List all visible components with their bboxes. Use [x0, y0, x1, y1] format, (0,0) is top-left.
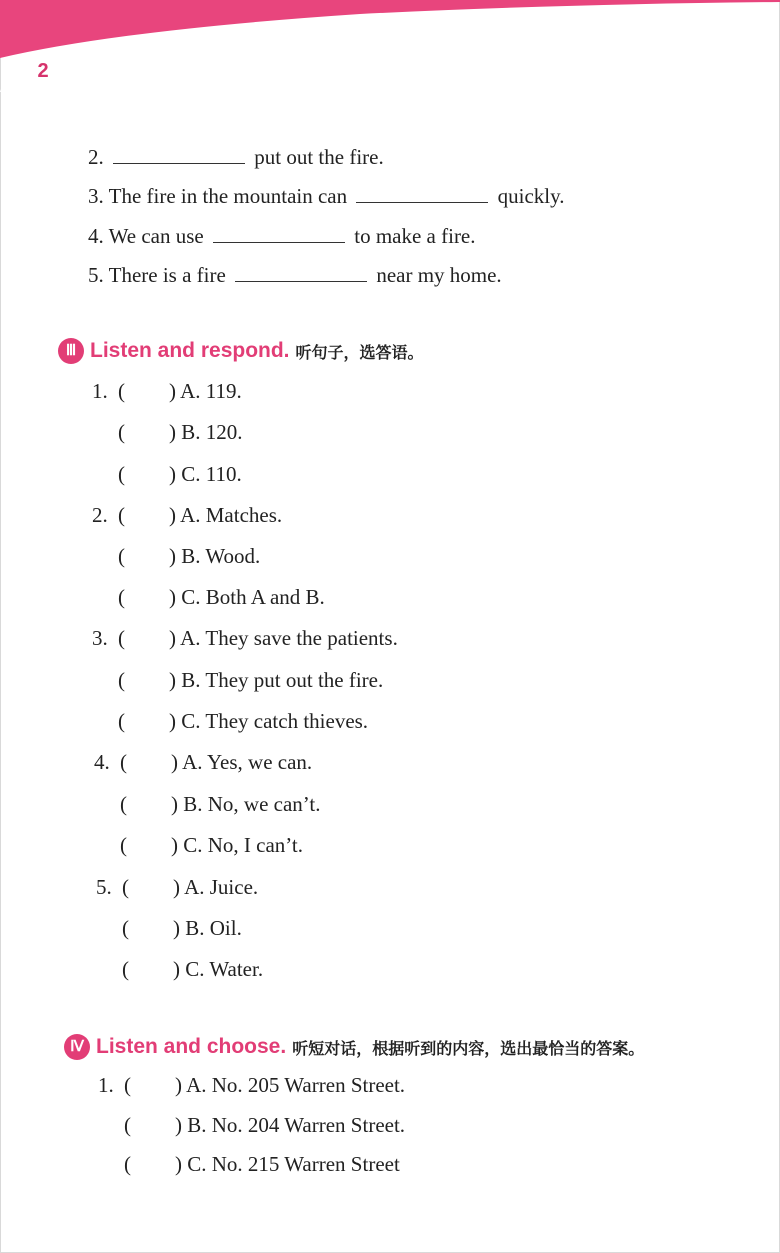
option-text: C. No, I can’t.: [183, 833, 304, 857]
q3-option-a: 3. ( ) A. They save the patients.: [92, 626, 398, 650]
option-text: A. Matches.: [180, 503, 283, 527]
question-number: 1.: [92, 379, 108, 403]
q1-option-a: 1. ( ) A. 119.: [92, 379, 242, 403]
question-number: 3.: [92, 626, 108, 650]
option-text: B. They put out the fire.: [181, 668, 384, 692]
option-text: B. Oil.: [185, 916, 242, 940]
answer-blank[interactable]: [213, 224, 345, 243]
answer-blank[interactable]: [356, 184, 488, 203]
q2-option-c: ( ) C. Both A and B.: [118, 585, 325, 609]
section-title-en: Listen and choose.: [96, 1035, 287, 1058]
page-header: [0, 0, 780, 92]
section-4-heading: [64, 1034, 644, 1060]
item-text-after: quickly.: [497, 184, 565, 208]
q1-option-b: ( ) B. 120.: [118, 420, 243, 444]
q5-option-a: 5. ( ) A. Juice.: [96, 875, 259, 899]
option-text: C. No. 215 Warren Street: [187, 1152, 400, 1176]
item-number: 4.: [88, 224, 104, 248]
option-text: A. Yes, we can.: [182, 750, 313, 774]
item-number: 5.: [88, 263, 104, 287]
question-number: 5.: [96, 875, 112, 899]
q2-option-b: ( ) B. Wood.: [118, 544, 261, 568]
option-text: C. Both A and B.: [181, 585, 325, 609]
q3-option-b: ( ) B. They put out the fire.: [118, 668, 384, 692]
item-number: 3.: [88, 184, 104, 208]
book-title: 小学英语进阶听力（五年级）: [84, 29, 313, 65]
section-title-zh: 听短对话，根据听到的内容，选出最恰当的答案。: [292, 1038, 645, 1058]
page-number: 2: [37, 60, 49, 82]
option-text: B. 120.: [181, 420, 243, 444]
item-text-after: near my home.: [376, 263, 502, 287]
q1-option-c: ( ) C. 110.: [118, 462, 242, 486]
q3-option-c: ( ) C. They catch thieves.: [118, 709, 369, 733]
q4-option-c: ( ) C. No, I can’t.: [120, 833, 304, 857]
answer-blank[interactable]: [113, 145, 245, 164]
section-numeral-badge: Ⅳ: [64, 1034, 90, 1060]
option-text: A. Juice.: [184, 875, 259, 899]
blank-item-4: [88, 224, 476, 249]
option-text: B. No, we can’t.: [183, 792, 321, 816]
item-text-after: to make a fire.: [354, 224, 476, 248]
s4-q1-option-a: 1. ( ) A. No. 205 Warren Street.: [98, 1073, 406, 1097]
question-number: 4.: [94, 750, 110, 774]
q4-option-b: ( ) B. No, we can’t.: [120, 792, 321, 816]
section-title-en: Listen and respond.: [90, 339, 290, 362]
answer-blank[interactable]: [235, 263, 367, 282]
item-text-before: The fire in the mountain can: [108, 184, 348, 208]
item-number: 2.: [88, 145, 104, 169]
item-text-after: put out the fire.: [254, 145, 384, 169]
option-text: C. They catch thieves.: [181, 709, 369, 733]
item-text-before: There is a fire: [108, 263, 226, 287]
option-text: C. Water.: [185, 957, 264, 981]
question-number: 2.: [92, 503, 108, 527]
option-text: A. No. 205 Warren Street.: [186, 1073, 406, 1097]
q5-option-c: ( ) C. Water.: [122, 957, 264, 981]
option-text: B. Wood.: [181, 544, 261, 568]
q2-option-a: 2. ( ) A. Matches.: [92, 503, 283, 527]
option-text: C. 110.: [181, 462, 242, 486]
blank-item-2: [88, 145, 384, 170]
question-number: 1.: [98, 1073, 114, 1097]
section-title-zh: 听句子，选答语。: [295, 342, 424, 362]
item-text-before: We can use: [108, 224, 204, 248]
blank-item-3: [88, 184, 565, 209]
option-text: A. They save the patients.: [180, 626, 398, 650]
section-numeral-badge: Ⅲ: [58, 338, 84, 364]
q5-option-b: ( ) B. Oil.: [122, 916, 242, 940]
section-3-heading: [58, 338, 424, 364]
q4-option-a: 4. ( ) A. Yes, we can.: [94, 750, 313, 774]
s4-q1-option-b: ( ) B. No. 204 Warren Street.: [124, 1113, 406, 1137]
blank-item-5: [88, 263, 502, 288]
s4-q1-option-c: ( ) C. No. 215 Warren Street: [124, 1152, 400, 1176]
option-text: A. 119.: [180, 379, 242, 403]
option-text: B. No. 204 Warren Street.: [187, 1113, 406, 1137]
